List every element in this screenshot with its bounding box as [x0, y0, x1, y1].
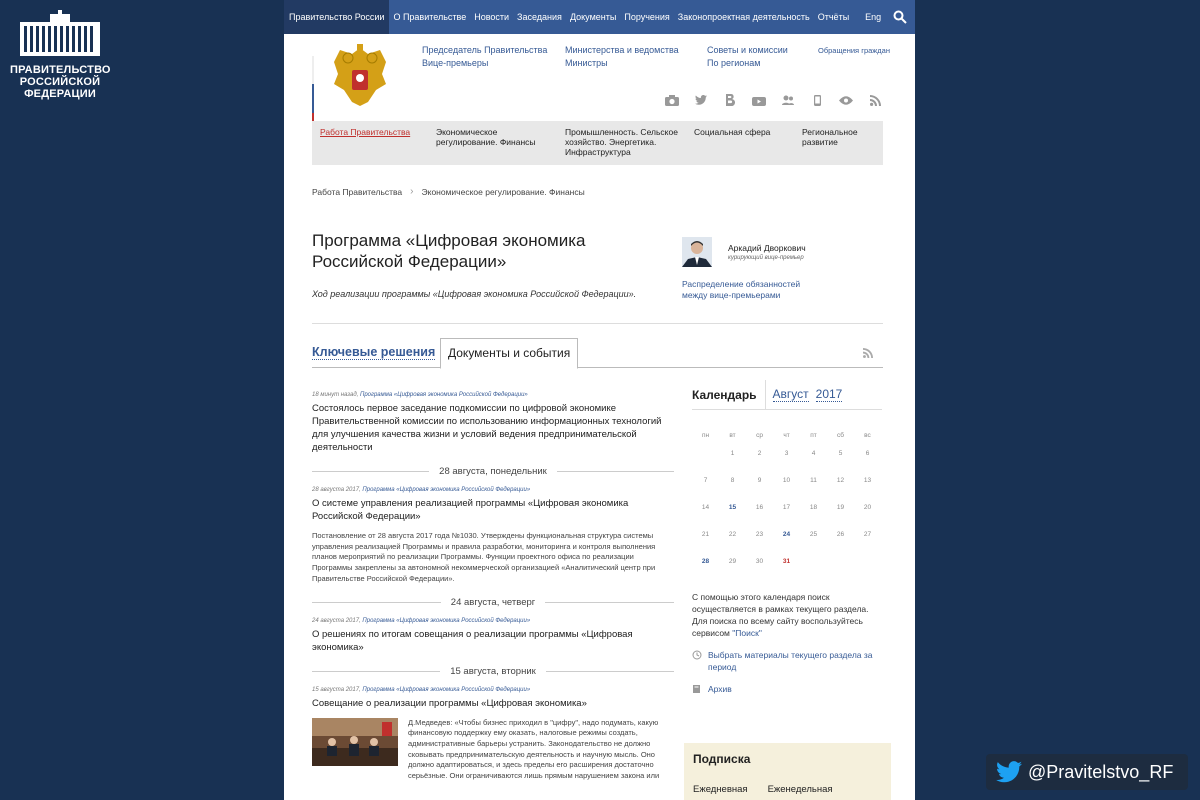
calendar-day: 12: [836, 477, 845, 484]
page-title: Программа «Цифровая экономика Российской Федерации»: [312, 231, 586, 271]
twitter-icon: [996, 761, 1022, 783]
language-switch[interactable]: Eng: [865, 12, 882, 22]
calendar-header: [692, 380, 882, 410]
calendar-note-text: С помощью этого календаря поиск осуществляется в рамках текущего раздела. Для поиска по всему сайту воспользуйтесь сервисом: [692, 592, 869, 638]
calendar-day: 9: [757, 477, 762, 484]
link-citizen-appeals[interactable]: Обращения граждан: [818, 46, 890, 55]
news-summary: Постановление от 28 августа 2017 года №1030. Утверждены функциональная структура системы управления реализацией Программы и правила разработки, мониторинга и контроля выполнения планов мероприятий по реализации Программы. Функции проектного офиса по реализации Программы закреплены за автономной некоммерческой организацией «Аналитический центр при Правительстве Российской Федерации».: [312, 531, 656, 583]
item-time: 28 августа 2017,: [312, 487, 361, 493]
avatar[interactable]: [682, 237, 712, 267]
news-headline[interactable]: Состоялось первое заседание подкомиссии по цифровой экономике Правительственной комиссии по использованию информационных технологий для улучшения качества жизни и условий ведения предпринимательской деятельности: [312, 403, 662, 453]
calendar-day: 21: [701, 531, 710, 538]
chevron-right-icon: ›: [410, 186, 414, 197]
twitter-small-icon[interactable]: [693, 92, 709, 108]
date-separator: 24 августа, четверг: [312, 597, 674, 608]
calendar-day: 27: [863, 531, 872, 538]
calendar-day: 30: [755, 558, 764, 565]
calendar-year-select[interactable]: 2017: [815, 387, 843, 401]
topnav-item-meetings[interactable]: Заседания: [517, 12, 562, 22]
calendar-weekday: чт: [783, 432, 790, 439]
topnav-item-documents[interactable]: Документы: [569, 12, 617, 22]
header-links-col1: [422, 44, 547, 70]
calendar-day[interactable]: 28: [701, 558, 710, 565]
calendar-day: 10: [782, 477, 791, 484]
date-separator: 15 августа, вторник: [312, 666, 674, 677]
section-economy-finance[interactable]: Экономическое регулирование. Финансы: [436, 127, 536, 147]
topnav-item-government[interactable]: Правительство России: [284, 0, 389, 34]
link-vice-premiers[interactable]: Вице-премьеры: [422, 58, 489, 68]
tab-documents-events[interactable]: Документы и события: [440, 338, 578, 369]
government-building-icon: [12, 10, 108, 58]
item-source-link[interactable]: Программа «Цифровая экономика Российской Федерации»: [362, 487, 531, 493]
flag-stripe-white: [312, 56, 314, 84]
tab-key-decisions[interactable]: Ключевые решения: [312, 345, 436, 359]
link-chairman[interactable]: Председатель Правительства: [422, 45, 548, 55]
twitter-handle: @Pravitelstvo_RF: [1028, 761, 1174, 782]
camera-icon[interactable]: [664, 92, 680, 108]
calendar-day[interactable]: 24: [782, 531, 791, 538]
topnav-item-instructions[interactable]: Поручения: [624, 12, 670, 22]
coat-of-arms-icon[interactable]: [330, 44, 390, 110]
date-separator: 28 августа, понедельник: [312, 466, 674, 477]
item-meta: [312, 392, 674, 398]
brand-line-3: ФЕДЕРАЦИИ: [24, 88, 96, 100]
calendar-day: 2: [757, 450, 762, 457]
subscription-weekly[interactable]: Еженедельная: [767, 784, 833, 795]
mobile-icon[interactable]: [809, 92, 825, 108]
curator-name[interactable]: Аркадий Дворкович: [728, 243, 806, 253]
breadcrumb-item-2[interactable]: Экономическое регулирование. Финансы: [421, 186, 585, 197]
link-ministers[interactable]: Министры: [565, 58, 608, 68]
breadcrumb-item-1[interactable]: Работа Правительства: [312, 186, 403, 197]
social-links: [664, 92, 883, 108]
calendar-day: 6: [865, 450, 870, 457]
flag-stripe-blue: [312, 84, 314, 112]
calendar-day: 17: [782, 504, 791, 511]
news-headline[interactable]: О решениях по итогам совещания о реализации программы «Цифровая экономика»: [312, 628, 633, 653]
duties-link[interactable]: Распределение обязанностей между вице-премьерами: [682, 279, 801, 300]
topnav-item-reports[interactable]: Отчёты: [817, 12, 850, 22]
link-ministries[interactable]: Министерства и ведомства: [565, 45, 679, 55]
header-links-col4: [818, 44, 890, 57]
calendar-day: 18: [809, 504, 818, 511]
calendar-weekday: пн: [701, 432, 710, 439]
item-meta: [312, 487, 674, 493]
users-icon[interactable]: [780, 92, 796, 108]
section-social[interactable]: Социальная сфера: [694, 127, 771, 137]
calendar: [692, 380, 882, 695]
brand-line-1: ПРАВИТЕЛЬСТВО: [10, 64, 111, 76]
calendar-day: 22: [728, 531, 737, 538]
news-headline[interactable]: О системе управления реализацией программы «Цифровая экономика Российской Федерации»: [312, 498, 629, 522]
news-headline[interactable]: Совещание о реализации программы «Цифровая экономика»: [312, 697, 587, 709]
curator-role: курирующий вице-премьер: [728, 255, 804, 261]
news-thumbnail[interactable]: [312, 718, 398, 766]
calendar-note: [692, 591, 882, 639]
calendar-day: 5: [838, 450, 843, 457]
search-service-link[interactable]: "Поиск": [732, 628, 762, 638]
link-councils[interactable]: Советы и комиссии: [707, 45, 788, 55]
archive-label: Архив: [708, 684, 732, 694]
section-industry[interactable]: Промышленность. Сельское хозяйство. Энергетика. Инфраструктура: [565, 127, 678, 157]
calendar-empty-cell: [692, 450, 719, 477]
calendar-month-select[interactable]: Август: [772, 387, 809, 401]
topnav-item-news[interactable]: Новости: [474, 12, 510, 22]
calendar-weekday: пт: [810, 432, 817, 439]
section-regional[interactable]: Региональное развитие: [802, 127, 858, 147]
accessibility-eye-icon[interactable]: [838, 92, 854, 108]
calendar-weekday: вс: [864, 432, 871, 439]
government-logo[interactable]: [10, 10, 110, 100]
subscription-daily[interactable]: Ежедневная: [693, 784, 748, 795]
page: [284, 0, 915, 800]
calendar-day: 26: [836, 531, 845, 538]
calendar-weekday: сб: [837, 432, 844, 439]
calendar-day: 4: [811, 450, 816, 457]
breadcrumb: [312, 186, 585, 197]
calendar-day: 11: [810, 477, 817, 484]
rss-feed-icon[interactable]: [863, 348, 873, 358]
calendar-day: 8: [730, 477, 735, 484]
link-regions[interactable]: По регионам: [707, 58, 761, 68]
section-menu: [312, 121, 883, 165]
subscription-box: [684, 743, 891, 800]
select-period-label: Выбрать материалы текущего раздела за период: [708, 650, 873, 672]
calendar-day: 13: [863, 477, 872, 484]
search-icon[interactable]: [893, 10, 907, 24]
calendar-day: 3: [784, 450, 789, 457]
item-source-link[interactable]: Программа «Цифровая экономика Российской Федерации»: [362, 686, 531, 693]
vkontakte-icon[interactable]: [722, 92, 738, 108]
calendar-weekday: ср: [756, 432, 763, 439]
news-feed: [312, 392, 674, 792]
item-source-link[interactable]: Программа «Цифровая экономика Российской Федерации»: [359, 392, 528, 398]
subscription-title: Подписка: [693, 752, 751, 766]
calendar-weekday: вт: [729, 432, 736, 439]
calendar-day: 20: [863, 504, 872, 511]
calendar-day: 14: [701, 504, 710, 511]
calendar-day: 23: [755, 531, 764, 538]
youtube-icon[interactable]: [751, 92, 767, 108]
section-government-work[interactable]: Работа Правительства: [320, 127, 411, 137]
item-source-link[interactable]: Программа «Цифровая экономика Российской Федерации»: [362, 617, 531, 624]
topnav-item-legislation[interactable]: Законопроектная деятельность: [677, 12, 810, 22]
content-tabs: [312, 338, 883, 368]
calendar-day: 16: [755, 504, 764, 511]
item-meta: [312, 618, 674, 624]
twitter-badge: [986, 754, 1188, 790]
calendar-label: Календарь: [692, 380, 766, 410]
calendar-day[interactable]: 15: [728, 504, 737, 511]
select-period-link[interactable]: [692, 649, 882, 673]
header-links-col2: [565, 44, 679, 70]
calendar-grid: [692, 432, 882, 585]
site-header: [284, 34, 915, 122]
calendar-day: 25: [809, 531, 818, 538]
page-subtitle: Ход реализации программы «Цифровая экономика Российской Федерации».: [312, 289, 637, 299]
header-links-col3: [707, 44, 788, 70]
calendar-day: 7: [703, 477, 708, 484]
history-icon: [692, 650, 702, 660]
item-time: 18 минут назад,: [312, 392, 359, 398]
top-navigation: [284, 0, 915, 34]
archive-icon: [692, 684, 702, 694]
rss-icon[interactable]: [867, 92, 883, 108]
item-meta: [312, 687, 674, 693]
calendar-day: 29: [728, 558, 737, 565]
calendar-day: 1: [730, 450, 735, 457]
calendar-day[interactable]: 31: [782, 558, 791, 565]
item-time: 24 августа 2017,: [312, 617, 361, 624]
news-item-with-photo: [312, 718, 674, 792]
archive-link[interactable]: [692, 683, 882, 695]
calendar-day: 19: [836, 504, 845, 511]
divider: [312, 323, 883, 324]
topnav-item-about[interactable]: О Правительстве: [393, 12, 467, 22]
item-time: 15 августа 2017,: [312, 686, 361, 693]
news-summary: Д.Медведев: «Чтобы бизнес приходил в "цифру", надо подумать, какую финансовую поддержку ему оказать, налоговые режимы создать, административные барьеры устранить. Законодательство не должно сковывать предпринимательскую деятельность и научную мысль. Оно должно адаптироваться, и здесь пределы его расширения достаточно серьёзные. Они ограничиваются лишь прямым нарушением закона или: [408, 717, 660, 781]
brand-line-2: РОССИЙСКОЙ: [19, 76, 101, 88]
